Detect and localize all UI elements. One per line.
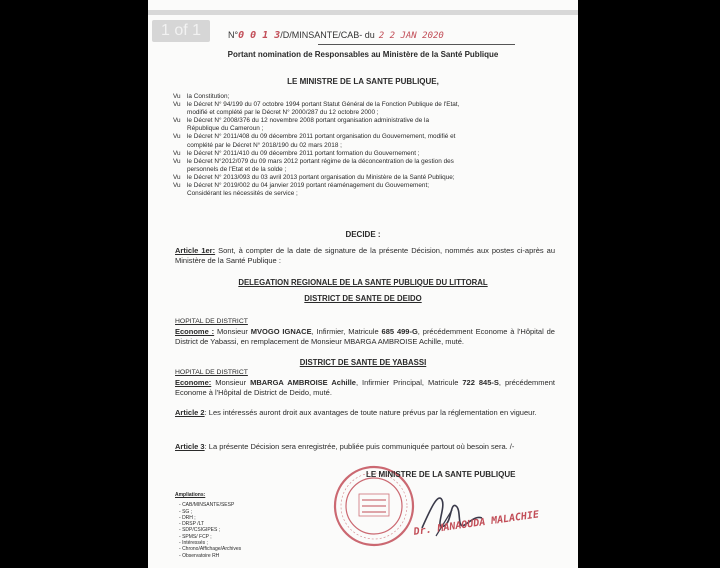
- vu-text: la Constitution;: [187, 93, 230, 100]
- econome-deido: [175, 327, 555, 347]
- district-yabassi-heading: DISTRICT DE SANTE DE YABASSI: [299, 358, 427, 367]
- page-counter: 1 of 1: [152, 20, 210, 42]
- vu-text: le Décret N° 2011/410 du 09 décembre 2011 portant formation du Gouvernement ;: [187, 149, 420, 157]
- vu-item: [173, 133, 558, 141]
- hopital-deido-heading: HOPITAL DE DISTRICT: [175, 318, 248, 325]
- vu-text: modifié et complété par le Décret N° 2000/287 du 12 octobre 2000 ;: [187, 109, 379, 117]
- article-3-text: : La présente Décision sera enregistrée, publiée puis communiquée partout où besoin sera. /-: [204, 442, 515, 451]
- ampliation-item: - SPMS/ FCP ;: [175, 534, 241, 540]
- vu-label: Vu: [173, 117, 181, 125]
- ampliation-item: - DRSP /LT: [175, 521, 241, 527]
- econome-1-label: Econome :: [175, 327, 215, 336]
- vu-item: [173, 158, 558, 166]
- vu-label: [173, 142, 187, 150]
- ampliation-item: - CAB/MINSANTE/SESP: [175, 502, 241, 508]
- econome-yabassi: [175, 378, 555, 398]
- article-2: [175, 408, 555, 418]
- econome-1-text: , précédemment Econome à l'Hôpital de District de Yabassi, en remplacement de Monsieur MBARGA AMBROISE Achille, muté.: [175, 327, 555, 346]
- econome-2-pre: Monsieur: [215, 378, 247, 387]
- vu-item: [173, 174, 558, 182]
- vu-item: [173, 142, 558, 150]
- vu-label: Vu: [173, 133, 181, 141]
- article-1-label: Article 1er:: [175, 246, 216, 255]
- vu-item: [173, 93, 558, 101]
- vu-text: Considérant les nécessités de service ;: [187, 190, 298, 198]
- vu-item: [173, 190, 558, 198]
- decision-reference: [228, 30, 444, 41]
- article-1: [175, 246, 555, 266]
- vu-label: [173, 109, 187, 117]
- vu-label: Vu: [173, 149, 181, 157]
- ampliation-item: - SDP/CSIGIPES ;: [175, 527, 241, 533]
- vu-label: [173, 125, 187, 133]
- econome-1-pre: Monsieur: [217, 327, 248, 336]
- district-deido-heading: DISTRICT DE SANTE DE DEIDO: [304, 294, 422, 303]
- ampliation-item: - Chrono/Affichage/Archives: [175, 546, 241, 552]
- ref-number: 0 0 1 3: [238, 30, 281, 41]
- vu-item: [173, 117, 558, 125]
- hopital-yabassi-heading: HOPITAL DE DISTRICT: [175, 369, 248, 376]
- scan-top-edge: [148, 10, 578, 15]
- vu-text: complété par le Décret N° 2018/190 du 02 mars 2018 ;: [187, 141, 342, 149]
- ampliations-label: Ampliations:: [175, 492, 206, 498]
- econome-1-mid: , Infirmier, Matricule: [311, 327, 379, 336]
- vu-label: Vu: [173, 93, 181, 100]
- econome-1-matricule: 685 499-G: [381, 327, 418, 336]
- ampliations-block: [175, 492, 241, 559]
- ref-prefix: N°: [228, 30, 239, 40]
- vu-text: le Décret N° 2019/002 du 04 janvier 2019 portant réaménagement du Gouvernement;: [187, 182, 430, 190]
- ref-suffix: /D/MINSANTE/CAB- du: [280, 30, 375, 40]
- article-3: [175, 442, 555, 452]
- vu-item: [173, 182, 558, 190]
- vu-text: République du Cameroun ;: [187, 125, 264, 133]
- ampliation-item: - Intéressés ;: [175, 540, 241, 546]
- vu-text: le Décret N° 94/199 du 07 octobre 1994 portant Statut Général de la Fonction Publique de l'Etat,: [187, 101, 460, 109]
- article-3-label: Article 3: [175, 442, 205, 451]
- vu-label: Vu: [173, 157, 181, 165]
- article-2-text: : Les intéressés auront droit aux avantages de toute nature prévus par la réglementation en vigueur.: [204, 408, 537, 417]
- vu-label: Vu: [173, 101, 181, 109]
- vu-label: Vu: [173, 173, 181, 181]
- ref-date: 2 2 JAN 2020: [378, 31, 444, 41]
- vu-text: le Décret N° 2008/376 du 12 novembre 2008 portant organisation administrative de la: [187, 117, 429, 125]
- ampliation-item: - SG ;: [175, 509, 241, 515]
- econome-1-name: MVOGO IGNACE: [250, 327, 312, 336]
- signature-title: LE MINISTRE DE LA SANTE PUBLIQUE: [366, 470, 516, 479]
- econome-2-label: Econome:: [175, 378, 212, 387]
- decision-subject: Portant nomination de Responsables au Ministère de la Santé Publique: [227, 50, 499, 59]
- econome-2-name: MBARGA AMBROISE Achille: [250, 378, 356, 387]
- vu-item: [173, 166, 558, 174]
- vu-item: [173, 150, 558, 158]
- vu-text: le Décret N° 2013/093 du 03 avril 2013 portant organisation du Ministère de la Santé Publique;: [187, 173, 455, 181]
- econome-2-matricule: 722 845-S: [462, 378, 499, 387]
- vu-text: le Décret N°2012/079 du 09 mars 2012 portant régime de la déconcentration de la gestion des: [187, 157, 454, 165]
- article-1-text: Sont, à compter de la date de signature de la présente Décision, nommés aux postes ci-après au Ministère de la Santé Publique :: [175, 246, 555, 265]
- econome-2-mid: , Infirmier Principal, Matricule: [355, 378, 459, 387]
- vu-label: [173, 166, 187, 174]
- ampliation-item: - Observatoire RH: [175, 553, 241, 559]
- vu-label: [173, 190, 187, 198]
- ref-underline: [318, 44, 515, 45]
- article-2-label: Article 2: [175, 408, 205, 417]
- ampliations-list: [175, 502, 241, 559]
- vu-text: le Décret N° 2011/408 du 09 décembre 2011 portant organisation du Gouvernement, modifié et: [187, 133, 456, 141]
- econome-2-text: , précédemment Econome à l'Hôpital de District de Deido, muté.: [175, 378, 555, 397]
- ampliation-item: - DRH ;: [175, 515, 241, 521]
- vu-label: Vu: [173, 182, 181, 190]
- issuer-heading: LE MINISTRE DE LA SANTE PUBLIQUE,: [287, 77, 439, 86]
- vu-item: [173, 101, 558, 109]
- vu-text: personnels de l'Etat et de la solde ;: [187, 165, 287, 173]
- document-page: [148, 0, 578, 568]
- vu-list: [173, 93, 558, 198]
- delegation-heading: DELEGATION REGIONALE DE LA SANTE PUBLIQUE DU LITTORAL: [238, 278, 488, 287]
- signatory-name: Dr. MANAOUDA MALACHIE: [413, 509, 540, 538]
- decide-heading: DECIDE :: [345, 230, 381, 239]
